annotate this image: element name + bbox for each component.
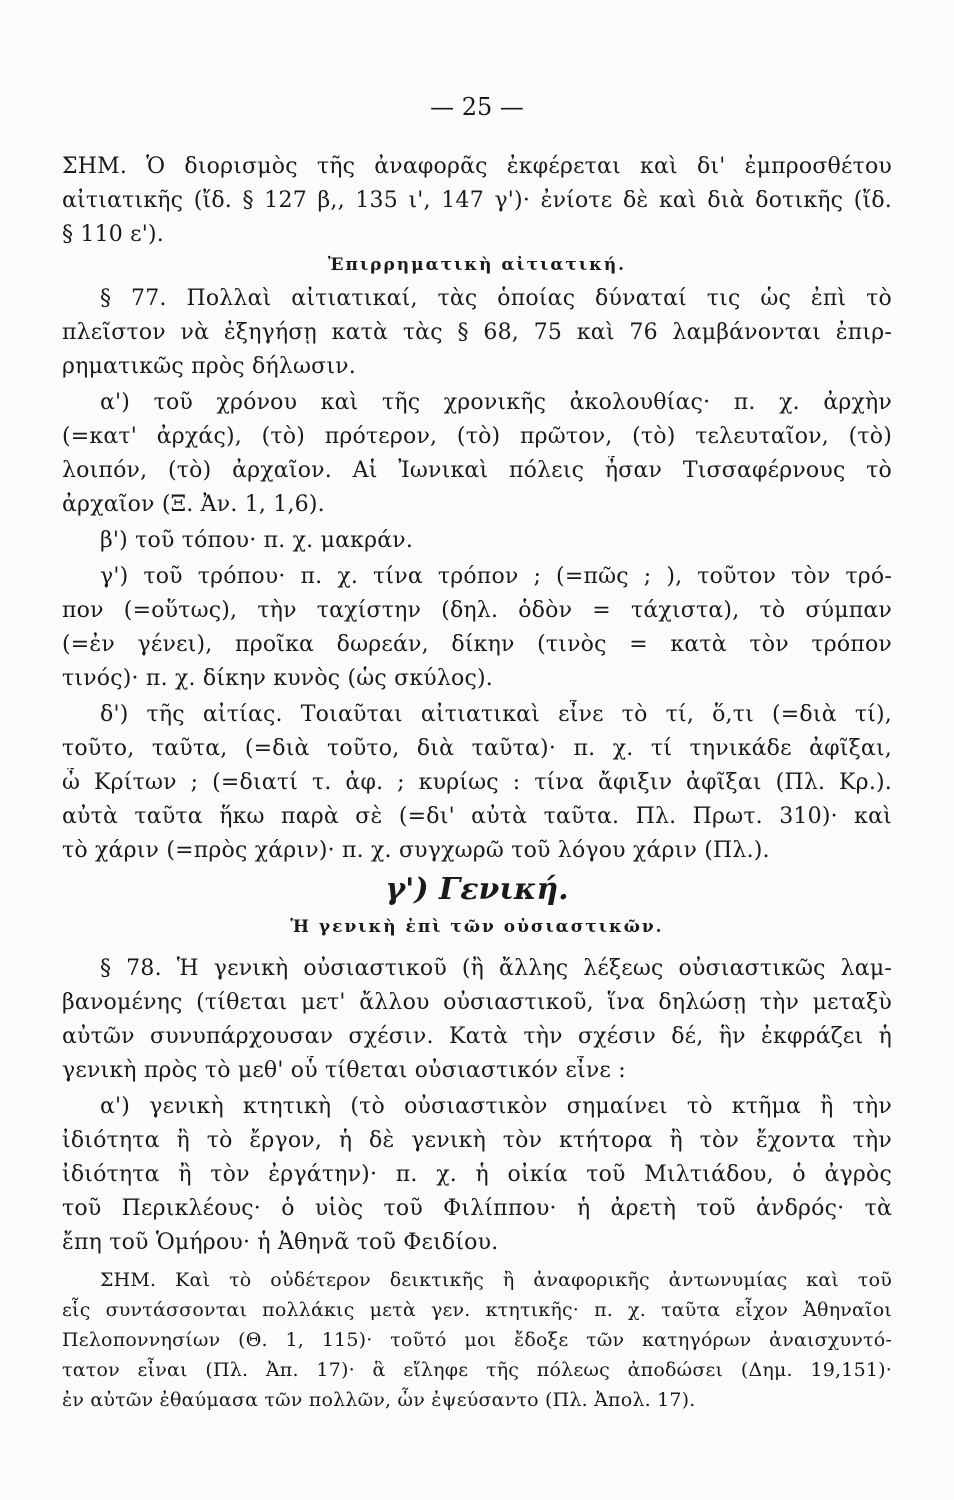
text-line: § 77. Πολλαὶ αἰτιατικαί, τὰς ὁποίας δύναταί τις ὡς ἐπὶ τὸ <box>100 286 892 311</box>
section-heading: Ἡ γενικὴ ἐπὶ τῶν οὐσιαστικῶν. <box>290 917 664 937</box>
text-line: § 110 ε'). <box>62 222 164 247</box>
text-line: γ') τοῦ τρόπου· π. χ. τίνα τρόπον ; (=πῶς ; ), τοῦτον τὸν τρό- <box>100 564 892 589</box>
section-heading: Ἐπιρρηματικὴ αἰτιατική. <box>327 255 627 275</box>
text-line: λοιπόν, (τὸ) ἀρχαῖον. Αἱ Ἰωνικαὶ πόλεις ἦσαν Τισσαφέρνους τὸ <box>62 458 892 483</box>
text-line: βανομένης (τίθεται μετ' ἄλλου οὐσιαστικοῦ, ἵνα δηλώσῃ τὴν μεταξὺ <box>62 990 892 1015</box>
text-line: γενικὴ πρὸς τὸ μεθ' οὗ τίθεται οὐσιαστικόν εἶνε : <box>62 1058 626 1083</box>
text-line: β') τοῦ τόπου· π. χ. μακράν. <box>100 528 414 553</box>
text-line: πλεῖστον νὰ ἐξηγήσῃ κατὰ τὰς § 68, 75 καὶ 76 λαμβάνονται ἐπιρ- <box>62 320 892 345</box>
text-line: δ') τῆς αἰτίας. Τοιαῦται αἰτιατικαὶ εἶνε τὸ τί, ὅ,τι (=διὰ τί), <box>100 702 892 727</box>
text-line: ρηματικῶς πρὸς δήλωσιν. <box>62 354 356 379</box>
text-line: ἰδιότητα ἢ τὸν ἐργάτην)· π. χ. ἡ οἰκία τοῦ Μιλτιάδου, ὁ ἀγρὸς <box>62 1162 892 1187</box>
text-line: αὐτῶν συνυπάρχουσαν σχέσιν. Κατὰ τὴν σχέσιν δέ, ἣν ἐκφράζει ἡ <box>62 1024 892 1049</box>
page-number: — 25 — <box>430 93 524 121</box>
text-line: ἔπη τοῦ Ὁμήρου· ἡ Ἀθηνᾶ τοῦ Φειδίου. <box>62 1230 499 1255</box>
text-line: α') γενικὴ κτητικὴ (τὸ οὐσιαστικὸν σημαίνει τὸ κτῆμα ἢ τὴν <box>100 1094 892 1119</box>
note-line: τατον εἶναι (Πλ. Ἀπ. 17)· ἃ εἴληφε τῆς πόλεως ἀποδώσει (Δημ. 19,151)· <box>62 1359 892 1381</box>
text-line: ΣΗΜ. Ὁ διορισμὸς τῆς ἀναφορᾶς ἐκφέρεται καὶ δι' ἐμπροσθέτου <box>62 154 892 179</box>
text-line: ἰδιότητα ἢ τὸ ἔργον, ἡ δὲ γενικὴ τὸν κτήτορα ἢ τὸν ἔχοντα τὴν <box>62 1128 892 1153</box>
text-line: τινός)· π. χ. δίκην κυνὸς (ὡς σκύλος). <box>62 666 493 691</box>
text-line: § 78. Ἡ γενικὴ οὐσιαστικοῦ (ἢ ἄλλης λέξεως οὐσιαστικῶς λαμ- <box>100 956 892 981</box>
text-line: α') τοῦ χρόνου καὶ τῆς χρονικῆς ἀκολουθίας· π. χ. ἀρχὴν <box>100 390 892 415</box>
text-line: ὦ Κρίτων ; (=διατί τ. ἀφ. ; κυρίως : τίνα ἄφιξιν ἀφῖξαι (Πλ. Κρ.). <box>62 770 892 795</box>
text-line: αὐτὰ ταῦτα ἥκω παρὰ σὲ (=δι' αὐτὰ ταῦτα. Πλ. Πρωτ. 310)· καὶ <box>62 804 892 829</box>
text-line: (=ἐν γένει), προῖκα δωρεάν, δίκην (τινὸς = κατὰ τὸν τρόπον <box>62 632 892 657</box>
text-line: (=κατ' ἀρχάς), (τὸ) πρότερον, (τὸ) πρῶτον, (τὸ) τελευταῖον, (τὸ) <box>62 424 892 449</box>
chapter-heading: γ') Γενική. <box>385 872 569 907</box>
note-line: ἐν αὐτῶν ἐθαύμασα τῶν πολλῶν, ὧν ἐψεύσαντο (Πλ. Ἀπολ. 17). <box>62 1389 696 1411</box>
note-line: Πελοποννησίων (Θ. 1, 115)· τοῦτό μοι ἔδοξε τῶν κατηγόρων ἀναισχυντό- <box>62 1329 892 1351</box>
text-line: τοῦτο, ταῦτα, (=διὰ τοῦτο, διὰ ταῦτα)· π. χ. τί τηνικάδε ἀφῖξαι, <box>62 736 892 761</box>
text-line: τοῦ Περικλέους· ὁ υἱὸς τοῦ Φιλίππου· ἡ ἀρετὴ τοῦ ἀνδρός· τὰ <box>62 1196 892 1221</box>
note-line: ΣΗΜ. Καὶ τὸ οὐδέτερον δεικτικῆς ἢ ἀναφορικῆς ἀντωνυμίας καὶ τοῦ <box>100 1269 892 1291</box>
text-line: πον (=οὕτως), τὴν ταχίστην (δηλ. ὁδὸν = τάχιστα), τὸ σύμπαν <box>62 598 892 623</box>
text-line: ἀρχαῖον (Ξ. Ἀν. 1, 1,6). <box>62 492 325 517</box>
text-line: τὸ χάριν (=πρὸς χάριν)· π. χ. συγχωρῶ τοῦ λόγου χάριν (Πλ.). <box>62 838 770 863</box>
text-line: αἰτιατικῆς (ἴδ. § 127 β,, 135 ι', 147 γ')· ἐνίοτε δὲ καὶ διὰ δοτικῆς (ἴδ. <box>62 188 892 213</box>
note-line: εἷς συντάσσονται πολλάκις μετὰ γεν. κτητικῆς· π. χ. ταῦτα εἶχον Ἀθηναῖοι <box>62 1299 892 1321</box>
